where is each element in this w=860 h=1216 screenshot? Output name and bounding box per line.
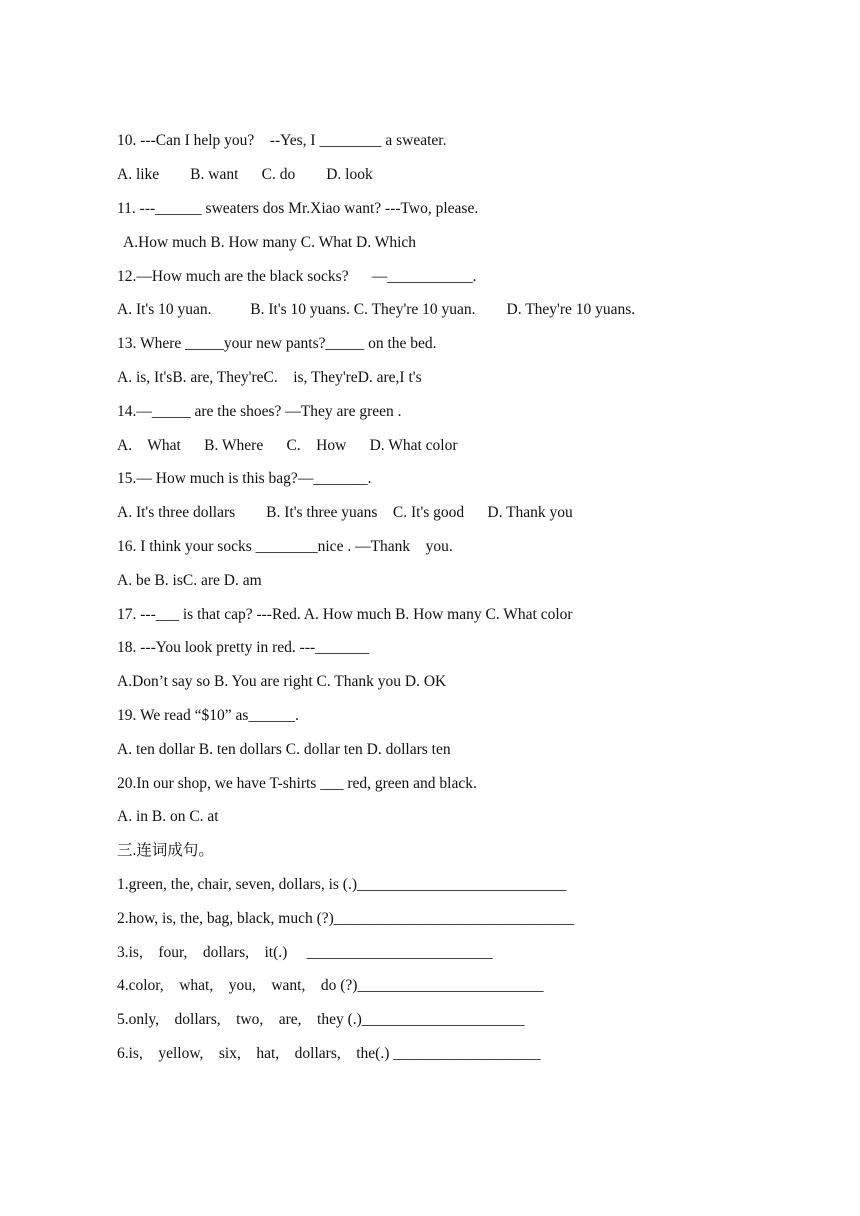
sentence-3: 3.is, four, dollars, it(.) ________________________ <box>117 944 493 961</box>
question-15-options: A. It's three dollars B. It's three yuans C. It's good D. Thank you <box>117 504 573 521</box>
section-heading: 三.连词成句。 <box>117 842 214 859</box>
question-13: 13. Where _____your new pants?_____ on the bed. <box>117 335 437 352</box>
question-19-options: A. ten dollar B. ten dollars C. dollar ten D. dollars ten <box>117 741 451 758</box>
question-20: 20.In our shop, we have T-shirts ___ red, green and black. <box>117 775 477 792</box>
question-20-options: A. in B. on C. at <box>117 808 219 825</box>
question-11-options: A.How much B. How many C. What D. Which <box>123 234 417 251</box>
question-10-options: A. like B. want C. do D. look <box>117 166 373 183</box>
question-12: 12.—How much are the black socks? —___________. <box>117 268 477 285</box>
question-19: 19. We read “$10” as______. <box>117 707 299 724</box>
sentence-1: 1.green, the, chair, seven, dollars, is (.)___________________________ <box>117 876 567 893</box>
question-17: 17. ---___ is that cap? ---Red. A. How much B. How many C. What color <box>117 606 573 623</box>
sentence-2: 2.how, is, the, bag, black, much (?)_______________________________ <box>117 910 575 927</box>
question-14: 14.—_____ are the shoes? —They are green . <box>117 403 402 420</box>
question-12-options: A. It's 10 yuan. B. It's 10 yuans. C. They're 10 yuan. D. They're 10 yuans. <box>117 301 636 318</box>
question-10: 10. ---Can I help you? --Yes, I ________ a sweater. <box>117 132 447 149</box>
question-16-options: A. be B. isC. are D. am <box>117 572 262 589</box>
question-13-options: A. is, It'sB. are, They'reC. is, They'reD. are,I t's <box>117 369 422 386</box>
sentence-6: 6.is, yellow, six, hat, dollars, the(.) ___________________ <box>117 1045 541 1062</box>
sentence-5: 5.only, dollars, two, are, they (.)_____________________ <box>117 1011 525 1028</box>
question-14-options: A. What B. Where C. How D. What color <box>117 437 458 454</box>
question-18: 18. ---You look pretty in red. ---_______ <box>117 639 370 656</box>
question-11: 11. ---______ sweaters dos Mr.Xiao want? ---Two, please. <box>117 200 479 217</box>
question-16: 16. I think your socks ________nice . —Thank you. <box>117 538 453 555</box>
sentence-4: 4.color, what, you, want, do (?)________________________ <box>117 977 544 994</box>
question-15: 15.— How much is this bag?—_______. <box>117 470 372 487</box>
question-18-options: A.Don’t say so B. You are right C. Thank you D. OK <box>117 673 447 690</box>
